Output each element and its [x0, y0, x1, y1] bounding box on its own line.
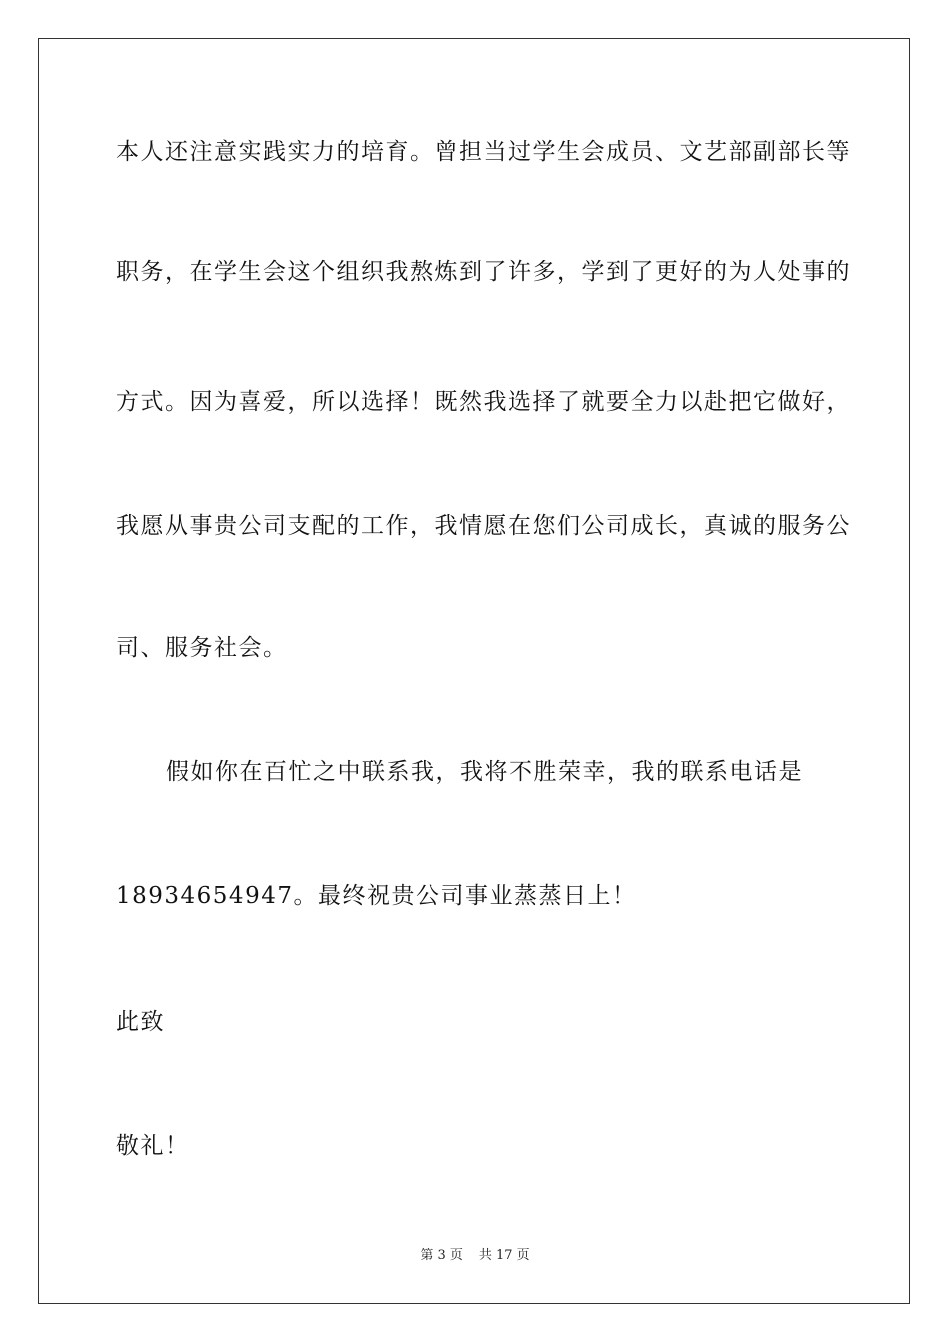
body-text-line-4: 我愿从事贵公司支配的工作，我情愿在您们公司成长，真诚的服务公 — [116, 513, 851, 539]
body-text-line-5: 司、服务社会。 — [116, 635, 288, 661]
body-text-paragraph-indented: 假如你在百忙之中联系我，我将不胜荣幸，我的联系电话是 — [166, 759, 803, 785]
body-text-phone-line: 18934654947。最终祝贵公司事业蒸蒸日上！ — [116, 883, 637, 909]
closing-regards: 敬礼！ — [116, 1133, 190, 1159]
page-border — [38, 38, 910, 1304]
page-footer — [0, 1247, 950, 1265]
body-text-line-2: 职务，在学生会这个组织我熬炼到了许多，学到了更好的为人处事的 — [116, 259, 851, 285]
body-text-line-1: 本人还注意实践实力的培育。曾担当过学生会成员、文艺部副部长等 — [116, 139, 851, 165]
closing-salutation: 此致 — [116, 1009, 165, 1035]
body-text-line-3: 方式。因为喜爱，所以选择！既然我选择了就要全力以赴把它做好， — [116, 389, 851, 415]
page-number-current: 第 3 页 — [420, 1248, 463, 1263]
page-number-total: 共 17 页 — [478, 1248, 530, 1263]
